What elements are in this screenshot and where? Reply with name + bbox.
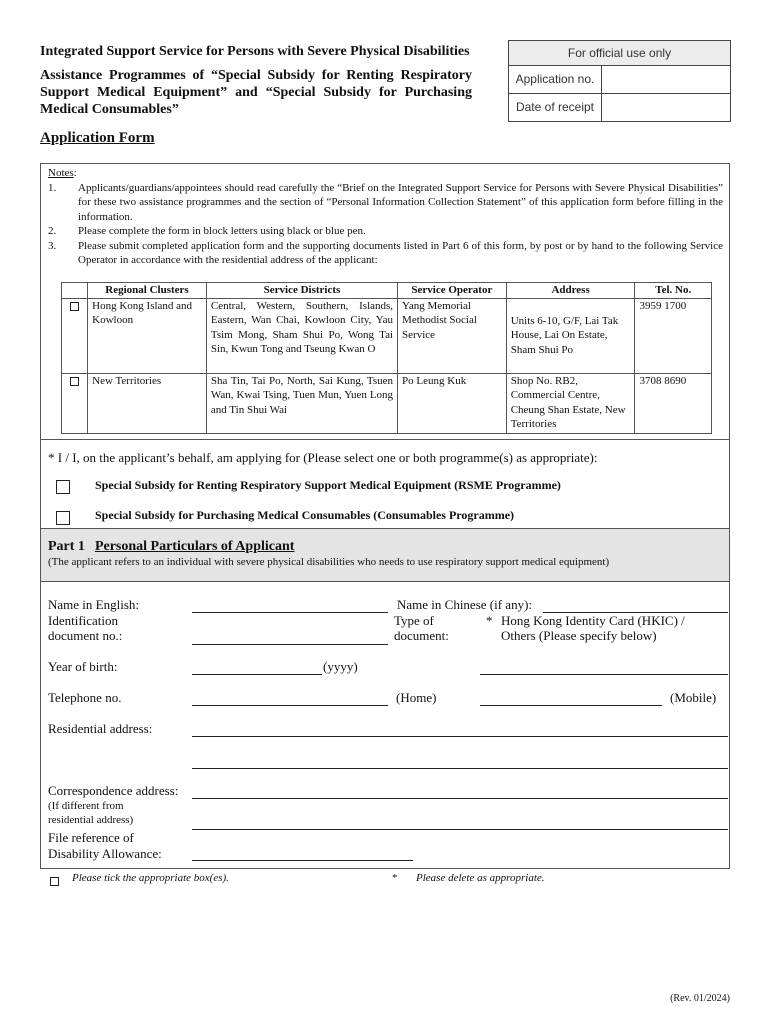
id-document-input[interactable]	[192, 644, 388, 645]
official-application-no-row	[509, 66, 730, 94]
header-service-districts: Service Districts	[206, 283, 397, 299]
part1-title-text: Personal Particulars of Applicant	[94, 539, 295, 554]
id-document-label	[48, 613, 122, 643]
correspondence-address-label: Correspondence address:	[48, 783, 179, 798]
rsme-programme-label: Special Subsidy for Renting Respiratory Support Medical Equipment (RSME Programme)	[95, 478, 561, 492]
residential-address-input-line2[interactable]	[192, 768, 728, 769]
delete-note: Please delete as appropriate.	[416, 872, 545, 884]
file-reference-label	[48, 830, 162, 862]
rsme-programme-checkbox[interactable]	[56, 480, 70, 494]
note-text: Please submit completed application form and the supporting documents listed in Part 6 of this form, by post or by hand to the following Service Operator in accordance with the residential address of the applicant:	[78, 239, 723, 266]
table-header-row	[62, 283, 712, 299]
address-cell	[506, 298, 635, 373]
cluster-cell: New Territories	[88, 373, 207, 433]
note-number: 2.	[48, 225, 57, 237]
yyyy-hint: (yyyy)	[323, 659, 358, 674]
divider	[40, 581, 730, 582]
type-document-label-line2: document:	[394, 628, 449, 643]
telephone-home-input[interactable]	[192, 705, 388, 706]
application-form-title: Application Form	[40, 130, 155, 146]
correspondence-note-line2: residential address)	[48, 814, 134, 826]
cluster-checkbox-hk-kowloon[interactable]	[70, 302, 79, 311]
id-document-label-line1: Identification	[48, 613, 119, 628]
form-header-title: Integrated Support Service for Persons with Severe Physical Disabilities	[40, 44, 470, 59]
type-of-document-label	[394, 613, 449, 643]
residential-address-label: Residential address:	[48, 721, 153, 736]
consumables-programme-checkbox[interactable]	[56, 511, 70, 525]
consumables-programme-label: Special Subsidy for Purchasing Medical Consumables (Consumables Programme)	[95, 508, 515, 522]
note-number: 3.	[48, 239, 57, 252]
revision-label: (Rev. 01/2024)	[670, 993, 730, 1004]
note-text: Applicants/guardians/appointees should read carefully the “Brief on the Integrated Support Service for Persons with Severe Physical Disabilities” for these two assistance programmes and the section of “Personal Information Collection Statement” of this application form before filling in the information.	[78, 181, 723, 223]
year-of-birth-input[interactable]	[192, 674, 322, 675]
name-english-label: Name in English:	[48, 597, 139, 612]
correspondence-address-input-line2[interactable]	[192, 829, 728, 830]
header-regional-clusters: Regional Clusters	[88, 283, 207, 299]
divider	[40, 439, 730, 440]
notes-section: Notes: 1. Applicants/guardians/appointees should read carefully the “Brief on the Integrated Support Service for Persons with Severe Physical Disabilities” for these two assistance programmes and the section of “Personal Information Collection Statement” of this application form before filling in the information. 2. Please complete the form in block letters using black or blue pen. 3. Please submit completed application form and the supporting documents listed in Part 6 of this form, by post or by hand to the following Service Operator in accordance with the residential address of the applicant:	[48, 167, 723, 266]
tick-note: Please tick the appropriate box(es).	[72, 872, 229, 884]
official-use-heading: For official use only	[509, 41, 730, 66]
official-use-box	[508, 40, 731, 122]
telephone-mobile-input[interactable]	[480, 705, 662, 706]
table-row	[62, 373, 712, 433]
correspondence-address-note	[48, 799, 133, 827]
type-document-options[interactable]	[501, 613, 685, 643]
type-document-label-line1: Type of	[394, 613, 434, 628]
type-document-option-others[interactable]: Others (Please specify below)	[501, 628, 657, 643]
name-chinese-label: Name in Chinese (if any):	[397, 597, 533, 612]
official-application-no-field[interactable]	[602, 66, 730, 93]
notes-heading: Notes	[48, 167, 74, 179]
service-operator-table	[61, 282, 712, 434]
note-item	[48, 224, 723, 239]
residential-address-input-line1[interactable]	[192, 736, 728, 737]
form-header-subtitle: Assistance Programmes of “Special Subsidy for Renting Respiratory Support Medical Equipment” and “Special Subsidy for Purchasing Medical Consumables”	[40, 68, 472, 117]
note-text: Please complete the form in block letters using black or blue pen.	[78, 225, 366, 237]
telephone-mobile-label: (Mobile)	[670, 690, 717, 705]
file-reference-input[interactable]	[192, 860, 413, 861]
other-document-specify-input[interactable]	[480, 674, 728, 675]
districts-cell: Central, Western, Southern, Islands, Eastern, Wan Chai, Kowloon City, Yau Tsim Mong, Sham Shui Po, Wong Tai Sin, Kwun Tong and Tseung Kwan O	[206, 298, 397, 373]
part1-subtitle: (The applicant refers to an individual with severe physical disabilities who needs to use respiratory support medical equipment)	[48, 556, 610, 568]
part1-title	[48, 539, 294, 555]
districts-cell: Sha Tin, Tai Po, North, Sai Kung, Tsuen Wan, Kwai Tsing, Tuen Mun, Yuen Long and Tin Shui Wai	[206, 373, 397, 433]
table-row	[62, 298, 712, 373]
part1-header	[41, 529, 729, 581]
telephone-label: Telephone no.	[48, 690, 122, 705]
type-document-option-hkic[interactable]: Hong Kong Identity Card (HKIC) /	[501, 613, 685, 628]
address-text: Units 6-10, G/F, Lai Tak House, Lai On Estate, Sham Shui Po	[510, 314, 619, 356]
file-reference-label-line2: Disability Allowance:	[48, 846, 162, 861]
applying-statement: * I / I, on the applicant’s behalf, am applying for (Please select one or both programme(s) as appropriate):	[48, 450, 598, 465]
file-reference-label-line1: File reference of	[48, 830, 134, 845]
header-tel-no: Tel. No.	[635, 283, 712, 299]
address-cell: Shop No. RB2, Commercial Centre, Cheung Shan Estate, New Territories	[506, 373, 635, 433]
cluster-checkbox-new-territories[interactable]	[70, 377, 79, 386]
tick-box-legend-icon	[50, 877, 59, 886]
name-english-input[interactable]	[192, 612, 388, 613]
correspondence-address-input-line1[interactable]	[192, 798, 728, 799]
official-date-of-receipt-label: Date of receipt	[509, 94, 602, 121]
note-item	[48, 239, 723, 268]
official-date-of-receipt-field[interactable]	[602, 94, 730, 121]
tel-cell: 3708 8690	[635, 373, 712, 433]
note-item	[48, 181, 723, 225]
cluster-cell: Hong Kong Island and Kowloon	[88, 298, 207, 373]
operator-cell: Po Leung Kuk	[398, 373, 507, 433]
header-service-operator: Service Operator	[398, 283, 507, 299]
telephone-home-label: (Home)	[396, 690, 437, 705]
official-application-no-label: Application no.	[509, 66, 602, 93]
id-document-label-line2: document no.:	[48, 628, 123, 643]
part1-label: Part 1	[48, 539, 85, 554]
type-document-asterisk: *	[486, 613, 493, 628]
tel-cell: 3959 1700	[635, 298, 712, 373]
delete-note-asterisk: *	[392, 872, 398, 884]
year-of-birth-label: Year of birth:	[48, 659, 118, 674]
note-number: 1.	[48, 181, 57, 194]
operator-cell: Yang Memorial Methodist Social Service	[398, 298, 507, 373]
header-address: Address	[506, 283, 635, 299]
official-date-of-receipt-row	[509, 94, 730, 121]
correspondence-note-line1: (If different from	[48, 800, 124, 812]
